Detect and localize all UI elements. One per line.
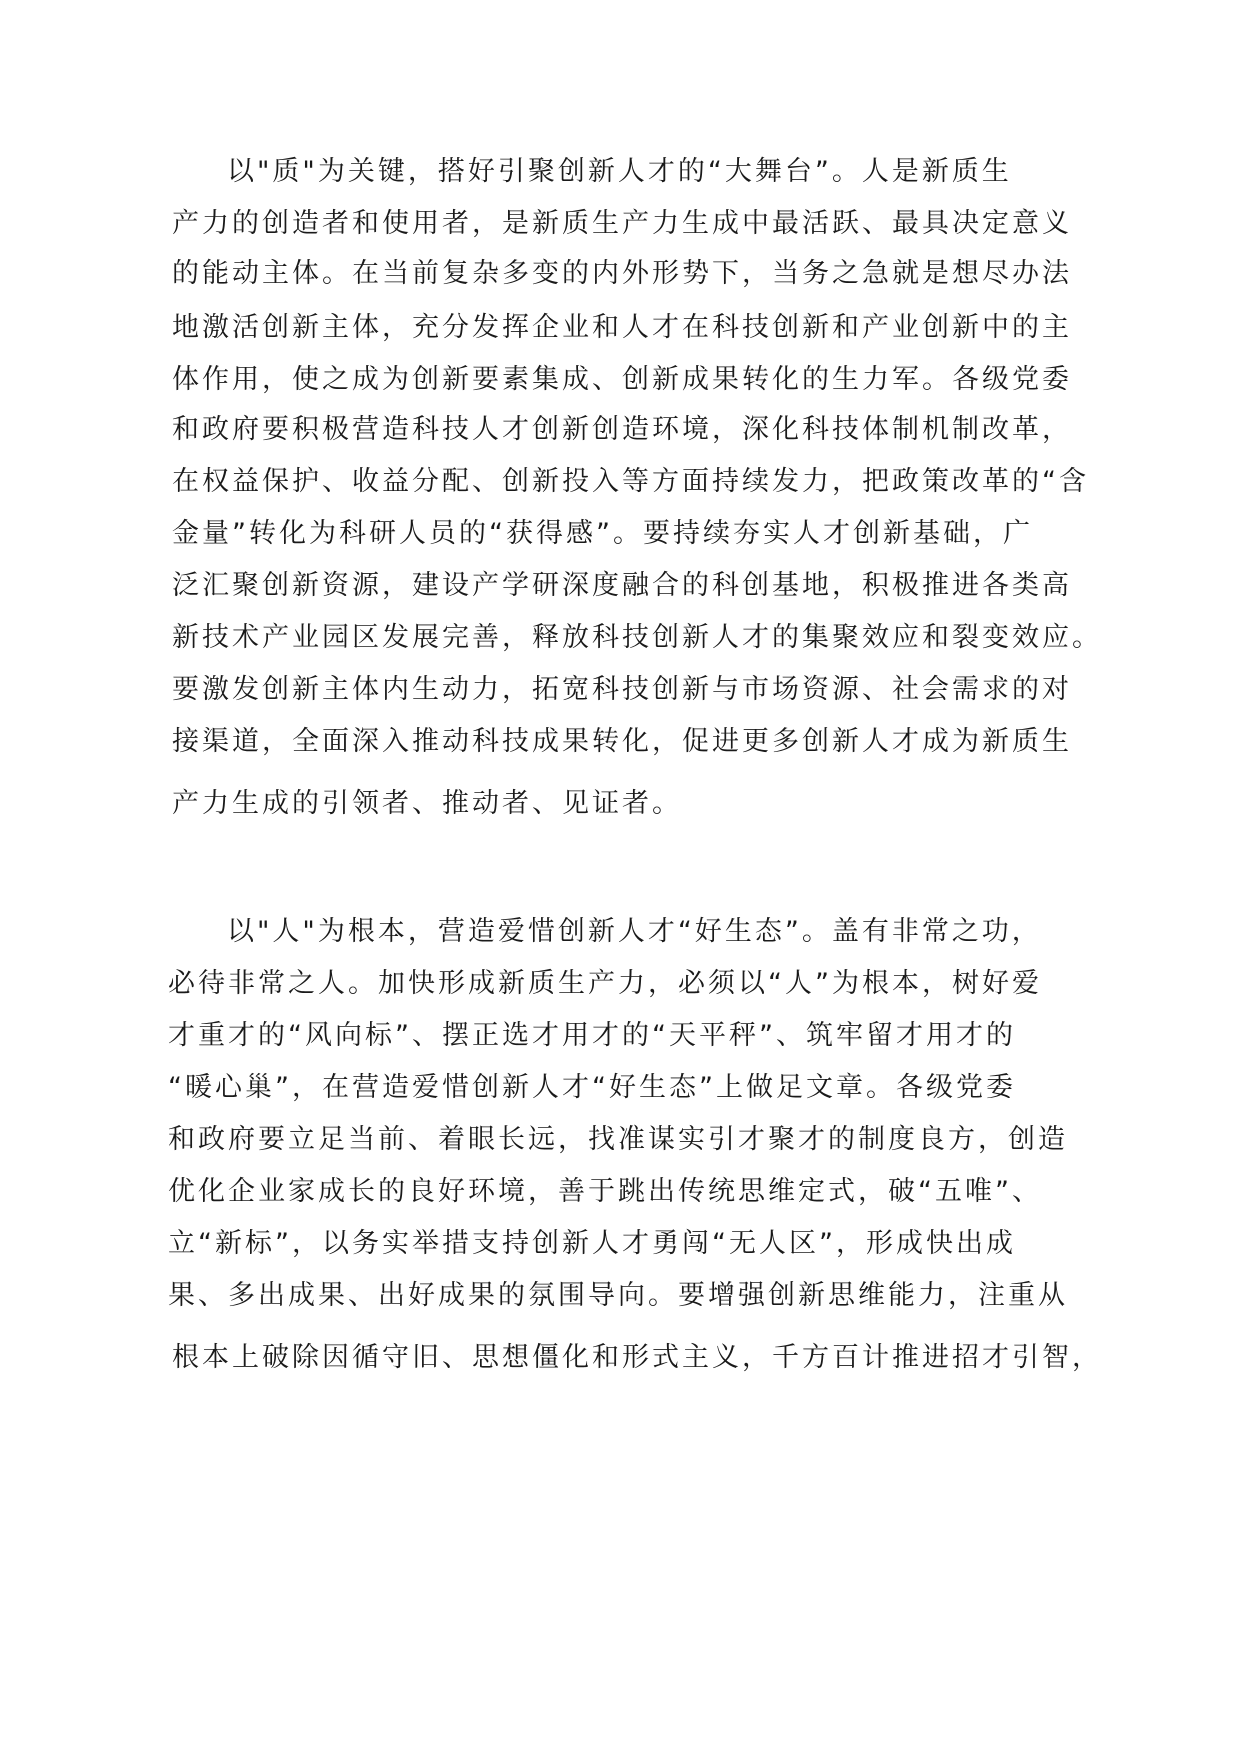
paragraph-1-line-9: 泛汇聚创新资源，建设产学研深度融合的科创基地，积极推进各类高: [172, 570, 1072, 601]
paragraph-2-line-7: 立“新标”，以务实举措支持创新人才勇闯“无人区”，形成快出成: [168, 1228, 1016, 1259]
paragraph-1-line-1: 以"质"为关键，搭好引聚创新人才的“大舞台”。人是新质生: [227, 156, 1012, 187]
paragraph-2-line-4: “暖心巢”，在营造爱惜创新人才“好生态”上做足文章。各级党委: [168, 1072, 1016, 1103]
paragraph-2-line-1: 以"人"为根本，营造爱惜创新人才“好生态”。盖有非常之功，: [227, 916, 1042, 947]
paragraph-2-line-3: 才重才的“风向标”、摆正选才用才的“天平秤”、筑牢留才用才的: [168, 1020, 1016, 1051]
paragraph-1-line-8: 金量”转化为科研人员的“获得感”。要持续夯实人才创新基础，广: [172, 518, 1033, 549]
paragraph-1-line-6: 和政府要积极营造科技人才创新创造环境，深化科技体制机制改革，: [172, 414, 1072, 445]
paragraph-1-line-7: 在权益保护、收益分配、创新投入等方面持续发力，把政策改革的“含: [172, 466, 1089, 497]
paragraph-1-line-2: 产力的创造者和使用者，是新质生产力生成中最活跃、最具决定意义: [172, 208, 1072, 239]
paragraph-1-line-4: 地激活创新主体，充分发挥企业和人才在科技创新和产业创新中的主: [172, 312, 1072, 343]
paragraph-1-line-11: 要激发创新主体内生动力，拓宽科技创新与市场资源、社会需求的对: [172, 674, 1072, 705]
paragraph-2-line-5: 和政府要立足当前、着眼长远，找准谋实引才聚才的制度良方，创造: [168, 1124, 1068, 1155]
paragraph-2-line-9: 根本上破除因循守旧、思想僵化和形式主义，千方百计推进招才引智，: [172, 1342, 1102, 1373]
paragraph-1-line-3: 的能动主体。在当前复杂多变的内外形势下，当务之急就是想尽办法: [172, 258, 1072, 289]
paragraph-2-line-6: 优化企业家成长的良好环境，善于跳出传统思维定式，破“五唯”、: [168, 1176, 1042, 1207]
paragraph-1-line-13: 产力生成的引领者、推动者、见证者。: [172, 788, 682, 819]
paragraph-1-line-12: 接渠道，全面深入推动科技成果转化，促进更多创新人才成为新质生: [172, 726, 1072, 757]
paragraph-1-line-5: 体作用，使之成为创新要素集成、创新成果转化的生力军。各级党委: [172, 364, 1072, 395]
paragraph-1-line-10: 新技术产业园区发展完善，释放科技创新人才的集聚效应和裂变效应。: [172, 622, 1102, 653]
paragraph-2-line-2: 必待非常之人。加快形成新质生产力，必须以“人”为根本，树好爱: [168, 968, 1042, 999]
paragraph-2-line-8: 果、多出成果、出好成果的氛围导向。要增强创新思维能力，注重从: [168, 1280, 1068, 1311]
